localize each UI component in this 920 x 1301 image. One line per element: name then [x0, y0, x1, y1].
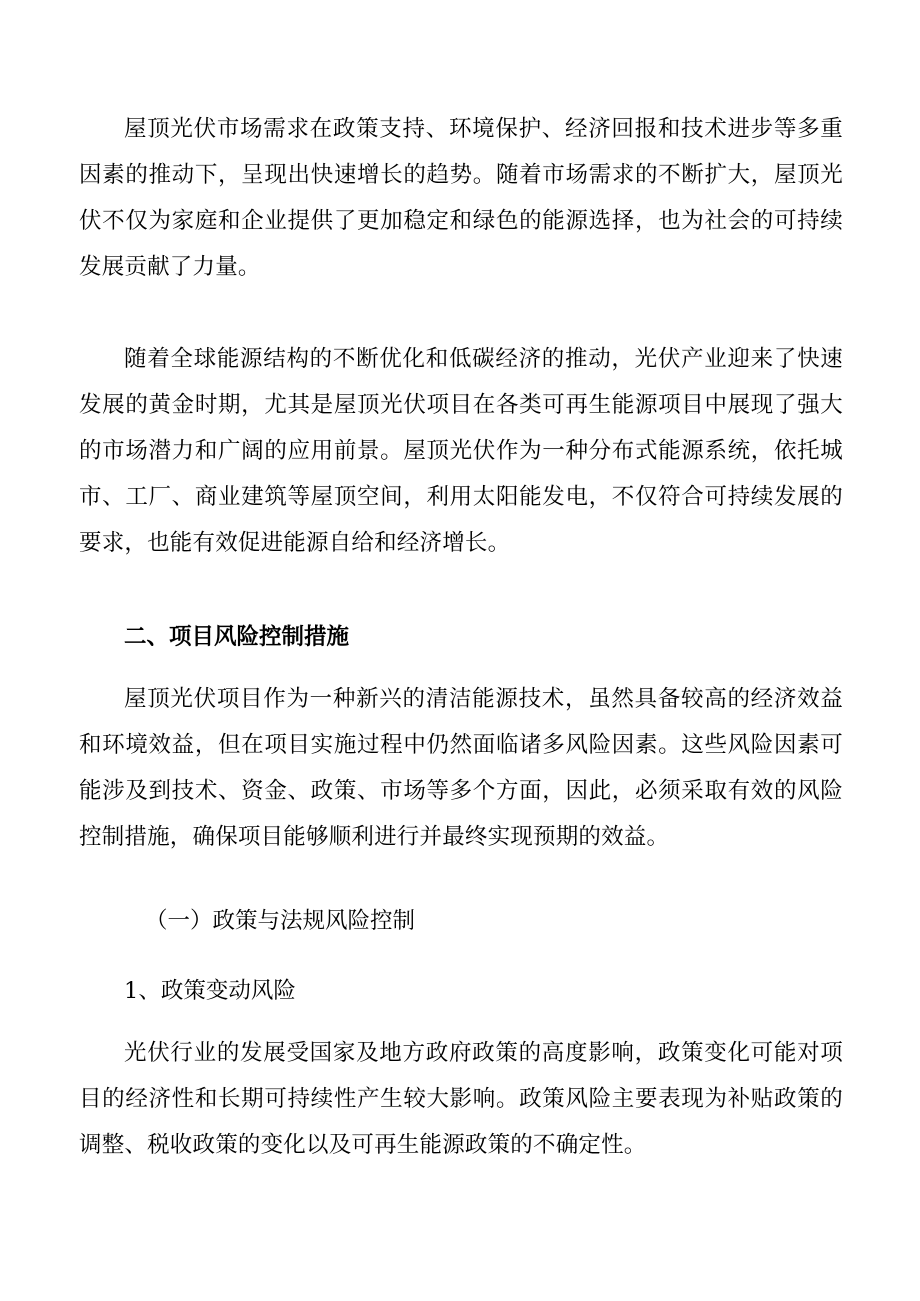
paragraph-risk-overview: 屋顶光伏项目作为一种新兴的清洁能源技术，虽然具备较高的经济效益和环境效益，但在项目实施过程中仍然面临诸多风险因素。这些风险因素可能涉及到技术、资金、政策、市场等多个方面，因此，必须采取有效的风险控制措施，确保项目能够顺利进行并最终实现预期的效益。 — [79, 686, 843, 850]
subsection-heading: （一）政策与法规风险控制 — [145, 908, 416, 934]
paragraph-market-demand: 屋顶光伏市场需求在政策支持、环境保护、经济回报和技术进步等多重因素的推动下，呈现出快速增长的趋势。随着市场需求的不断扩大，屋顶光伏不仅为家庭和企业提供了更加稳定和绿色的能源选择，也为社会的可持续发展贡献了力量。 — [79, 116, 843, 280]
paragraph-industry-background: 随着全球能源结构的不断优化和低碳经济的推动，光伏产业迎来了快速发展的黄金时期，尤其是屋顶光伏项目在各类可再生能源项目中展现了强大的市场潜力和广阔的应用前景。屋顶光伏作为一种分布式能源系统，依托城市、工厂、商业建筑等屋顶空间，利用太阳能发电，不仅符合可持续发展的要求，也能有效促进能源自给和经济增长。 — [79, 346, 843, 556]
item-heading: 1、政策变动风险 — [124, 978, 296, 1004]
paragraph-policy-risk: 光伏行业的发展受国家及地方政府政策的高度影响，政策变化可能对项目的经济性和长期可持续性产生较大影响。政策风险主要表现为补贴政策的调整、税收政策的变化以及可再生能源政策的不确定性。 — [79, 1040, 843, 1158]
section-heading: 二、项目风险控制措施 — [124, 624, 350, 650]
